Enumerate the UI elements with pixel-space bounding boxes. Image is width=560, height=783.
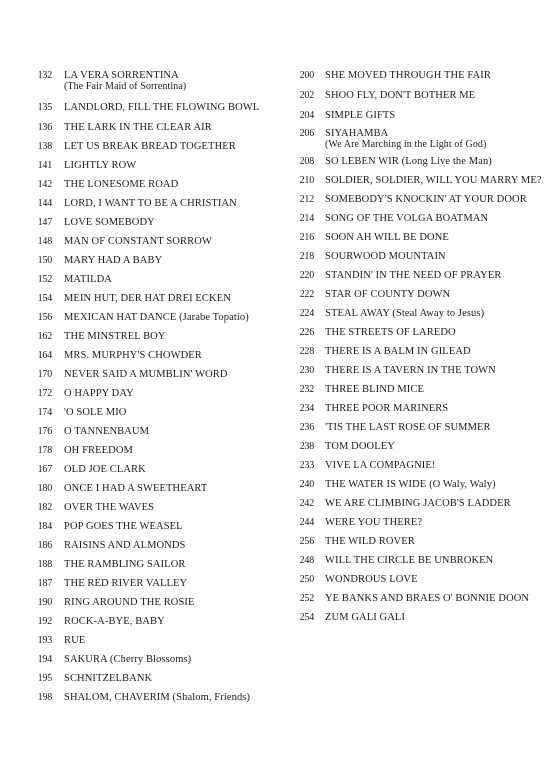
page-number: 170: [37, 369, 52, 380]
song-title-text: WONDROUS LOVE: [325, 574, 418, 585]
page-number: 198: [37, 692, 52, 703]
song-title: [64, 635, 85, 646]
page-number: 148: [37, 236, 52, 247]
song-title-text: SAKURA (Cherry Blossoms): [64, 654, 192, 665]
page-number: 234: [299, 403, 314, 414]
page-number: 190: [37, 597, 52, 608]
song-title: [64, 426, 149, 437]
page-number: 152: [37, 274, 52, 285]
page-number: 142: [37, 179, 52, 190]
song-title-text: OH FREEDOM: [64, 445, 133, 456]
song-title-text: THE MINSTREL BOY: [64, 331, 166, 342]
song-title: [325, 70, 491, 81]
song-title: [325, 232, 449, 243]
song-title: [64, 464, 146, 475]
song-title: [325, 128, 486, 150]
page-number: 214: [299, 213, 314, 224]
song-title-text: SHOO FLY, DON'T BOTHER ME: [325, 90, 476, 101]
song-title-text: RUE: [64, 635, 86, 646]
page-number: 182: [37, 502, 52, 513]
song-title: [64, 160, 136, 171]
song-title: [64, 198, 237, 209]
page-number: 232: [299, 384, 314, 395]
song-title-text: SHALOM, CHAVERIM (Shalom, Friends): [64, 692, 251, 703]
page-number: 216: [299, 232, 314, 243]
page-number: 193: [37, 635, 52, 646]
song-title: [64, 255, 162, 266]
song-title-text: WILL THE CIRCLE BE UNBROKEN: [325, 555, 494, 566]
page-number: 210: [299, 175, 314, 186]
song-title: [325, 460, 436, 471]
song-title: [64, 388, 134, 399]
song-title-text: THREE BLIND MICE: [325, 384, 425, 395]
page-number: 222: [299, 289, 314, 300]
page-number: 233: [299, 460, 314, 471]
song-title-text: THE WILD ROVER: [325, 536, 415, 547]
song-title-text: STANDIN' IN THE NEED OF PRAYER: [325, 270, 502, 281]
song-title-text: O TANNENBAUM: [64, 426, 150, 437]
song-title: [64, 597, 195, 608]
song-subtitle: (We Are Marching in the Light of God): [325, 139, 487, 150]
song-title-text: SIMPLE GIFTS: [325, 110, 396, 121]
song-title: [325, 289, 450, 300]
song-title: [325, 403, 448, 414]
page-number: 252: [299, 593, 314, 604]
song-title: [64, 616, 165, 627]
song-title-text: MATILDA: [64, 274, 112, 285]
song-title: [64, 654, 191, 665]
song-title-text: POP GOES THE WEASEL: [64, 521, 183, 532]
song-title: [64, 502, 154, 513]
song-title-text: OVER THE WAVES: [64, 502, 155, 513]
page-number: 164: [37, 350, 52, 361]
song-title-text: THE RED RIVER VALLEY: [64, 578, 188, 589]
song-title-text: ZUM GALI GALI: [325, 612, 406, 623]
song-title-text: THE WATER IS WIDE (O Waly, Waly): [325, 479, 496, 490]
page-number: 176: [37, 426, 52, 437]
song-title-text: LET US BREAK BREAD TOGETHER: [64, 141, 236, 152]
song-title-text: 'O SOLE MIO: [64, 407, 127, 418]
page-number: 167: [37, 464, 52, 475]
song-title: [325, 441, 395, 452]
page-number: 204: [299, 110, 314, 121]
page-number: 236: [299, 422, 314, 433]
song-title-text: SOLDIER, SOLDIER, WILL YOU MARRY ME?: [325, 175, 542, 186]
song-title: [325, 517, 422, 528]
song-title-text: RAISINS AND ALMONDS: [64, 540, 186, 551]
song-title-text: YE BANKS AND BRAES O' BONNIE DOON: [325, 593, 530, 604]
song-title: [325, 536, 415, 547]
song-title: [64, 141, 236, 152]
page-number: 206: [299, 128, 314, 139]
song-title: [64, 293, 231, 304]
page-number: 156: [37, 312, 52, 323]
page-number: 226: [299, 327, 314, 338]
song-title: [64, 407, 127, 418]
song-title: [325, 365, 496, 376]
page-number: 228: [299, 346, 314, 357]
page-number: 135: [37, 102, 52, 113]
song-title-text: ONCE I HAD A SWEETHEART: [64, 483, 208, 494]
song-title-text: SOMEBODY'S KNOCKIN' AT YOUR DOOR: [325, 194, 527, 205]
page-number: 138: [37, 141, 52, 152]
song-title: [325, 574, 418, 585]
song-title: [64, 122, 212, 133]
song-title: [325, 156, 492, 167]
page-number: 238: [299, 441, 314, 452]
song-title-text: O HAPPY DAY: [64, 388, 134, 399]
song-title-text: MEIN HUT, DER HAT DREI ECKEN: [64, 293, 231, 304]
page-number: 172: [37, 388, 52, 399]
song-title-text: RING AROUND THE ROSIE: [64, 597, 195, 608]
song-title: [325, 194, 527, 205]
song-title: [325, 498, 511, 509]
song-title: [325, 422, 491, 433]
song-title: [325, 593, 529, 604]
page-number: 230: [299, 365, 314, 376]
page-number: 187: [37, 578, 52, 589]
page-number: 242: [299, 498, 314, 509]
song-title: [64, 540, 186, 551]
page-number: 248: [299, 555, 314, 566]
page-number: 150: [37, 255, 52, 266]
song-title: [64, 521, 183, 532]
song-title-text: THE STREETS OF LAREDO: [325, 327, 456, 338]
song-title: [64, 312, 249, 323]
song-title-text: THE RAMBLING SAILOR: [64, 559, 186, 570]
page-number: 220: [299, 270, 314, 281]
song-title-text: THERE IS A TAVERN IN THE TOWN: [325, 365, 496, 376]
page-number: 202: [299, 90, 314, 101]
song-title: [325, 327, 456, 338]
song-title-text: 'TIS THE LAST ROSE OF SUMMER: [325, 422, 491, 433]
song-title-text: OLD JOE CLARK: [64, 464, 146, 475]
page-number: 212: [299, 194, 314, 205]
song-title-text: SOURWOOD MOUNTAIN: [325, 251, 446, 262]
song-title-text: MEXICAN HAT DANCE (Jarabe Topatio): [64, 312, 249, 323]
song-title-text: STEAL AWAY (Steal Away to Jesus): [325, 308, 485, 319]
song-title: [64, 692, 250, 703]
song-title: [64, 578, 187, 589]
song-title: [325, 308, 484, 319]
page-number: 174: [37, 407, 52, 418]
song-title-text: ROCK-A-BYE, BABY: [64, 616, 165, 627]
page-number: 136: [37, 122, 52, 133]
page-number: 141: [37, 160, 52, 171]
page-number: 254: [299, 612, 314, 623]
song-title: [325, 213, 488, 224]
song-title-text: THE LONESOME ROAD: [64, 179, 179, 190]
page-number: 184: [37, 521, 52, 532]
song-title: [64, 70, 186, 92]
song-title: [64, 673, 152, 684]
page-number: 200: [299, 70, 314, 81]
song-title: [325, 175, 542, 186]
song-title-text: SO LEBEN WIR (Long Live the Man): [325, 156, 492, 167]
song-title-text: SIYAHAMBA: [325, 128, 389, 139]
song-title-text: MARY HAD A BABY: [64, 255, 163, 266]
page-number: 154: [37, 293, 52, 304]
page-number: 132: [37, 70, 52, 81]
page-number: 194: [37, 654, 52, 665]
song-title: [64, 236, 212, 247]
page-number: 244: [299, 517, 314, 528]
song-title-text: WE ARE CLIMBING JACOB'S LADDER: [325, 498, 511, 509]
page-number: 178: [37, 445, 52, 456]
page-number: 195: [37, 673, 52, 684]
page-number: 192: [37, 616, 52, 627]
song-title-text: THREE POOR MARINERS: [325, 403, 449, 414]
page-number: 188: [37, 559, 52, 570]
song-title-text: SOON AH WILL BE DONE: [325, 232, 449, 243]
song-title-text: SHE MOVED THROUGH THE FAIR: [325, 70, 491, 81]
page-number: 256: [299, 536, 314, 547]
song-title: [64, 179, 178, 190]
page-number: 162: [37, 331, 52, 342]
page-number: 186: [37, 540, 52, 551]
song-title-text: NEVER SAID A MUMBLIN' WORD: [64, 369, 228, 380]
song-title: [64, 331, 166, 342]
song-title: [325, 270, 501, 281]
song-title-text: LORD, I WANT TO BE A CHRISTIAN: [64, 198, 237, 209]
song-title: [325, 346, 471, 357]
song-title-text: LA VERA SORRENTINA: [64, 70, 179, 81]
song-title-text: MAN OF CONSTANT SORROW: [64, 236, 212, 247]
song-title: [64, 350, 202, 361]
song-title-text: SCHNITZELBANK: [64, 673, 153, 684]
song-title: [325, 384, 424, 395]
song-subtitle: (The Fair Maid of Sorrentina): [64, 81, 187, 92]
song-title-text: SONG OF THE VOLGA BOATMAN: [325, 213, 489, 224]
page-number: 240: [299, 479, 314, 490]
song-title-text: THERE IS A BALM IN GILEAD: [325, 346, 471, 357]
song-title: [325, 251, 446, 262]
song-title: [325, 555, 493, 566]
song-title: [64, 369, 228, 380]
song-title-text: VIVE LA COMPAGNIE!: [325, 460, 436, 471]
song-title: [325, 90, 475, 101]
song-title-text: MRS. MURPHY'S CHOWDER: [64, 350, 202, 361]
song-title-text: STAR OF COUNTY DOWN: [325, 289, 451, 300]
song-title: [325, 612, 405, 623]
song-title: [64, 274, 112, 285]
song-title-text: LANDLORD, FILL THE FLOWING BOWL: [64, 102, 260, 113]
song-title: [325, 479, 496, 490]
page-number: 208: [299, 156, 314, 167]
page-number: 250: [299, 574, 314, 585]
song-title-text: THE LARK IN THE CLEAR AIR: [64, 122, 212, 133]
song-title: [64, 445, 133, 456]
song-title: [64, 102, 259, 113]
page-number: 144: [37, 198, 52, 209]
song-title-text: LIGHTLY ROW: [64, 160, 137, 171]
song-title: [64, 559, 185, 570]
page-number: 147: [37, 217, 52, 228]
song-title: [325, 110, 395, 121]
page-number: 218: [299, 251, 314, 262]
page-number: 224: [299, 308, 314, 319]
song-title: [64, 217, 155, 228]
song-title-text: LOVE SOMEBODY: [64, 217, 155, 228]
song-title: [64, 483, 207, 494]
page-number: 180: [37, 483, 52, 494]
song-title-text: TOM DOOLEY: [325, 441, 395, 452]
song-title-text: WERE YOU THERE?: [325, 517, 423, 528]
